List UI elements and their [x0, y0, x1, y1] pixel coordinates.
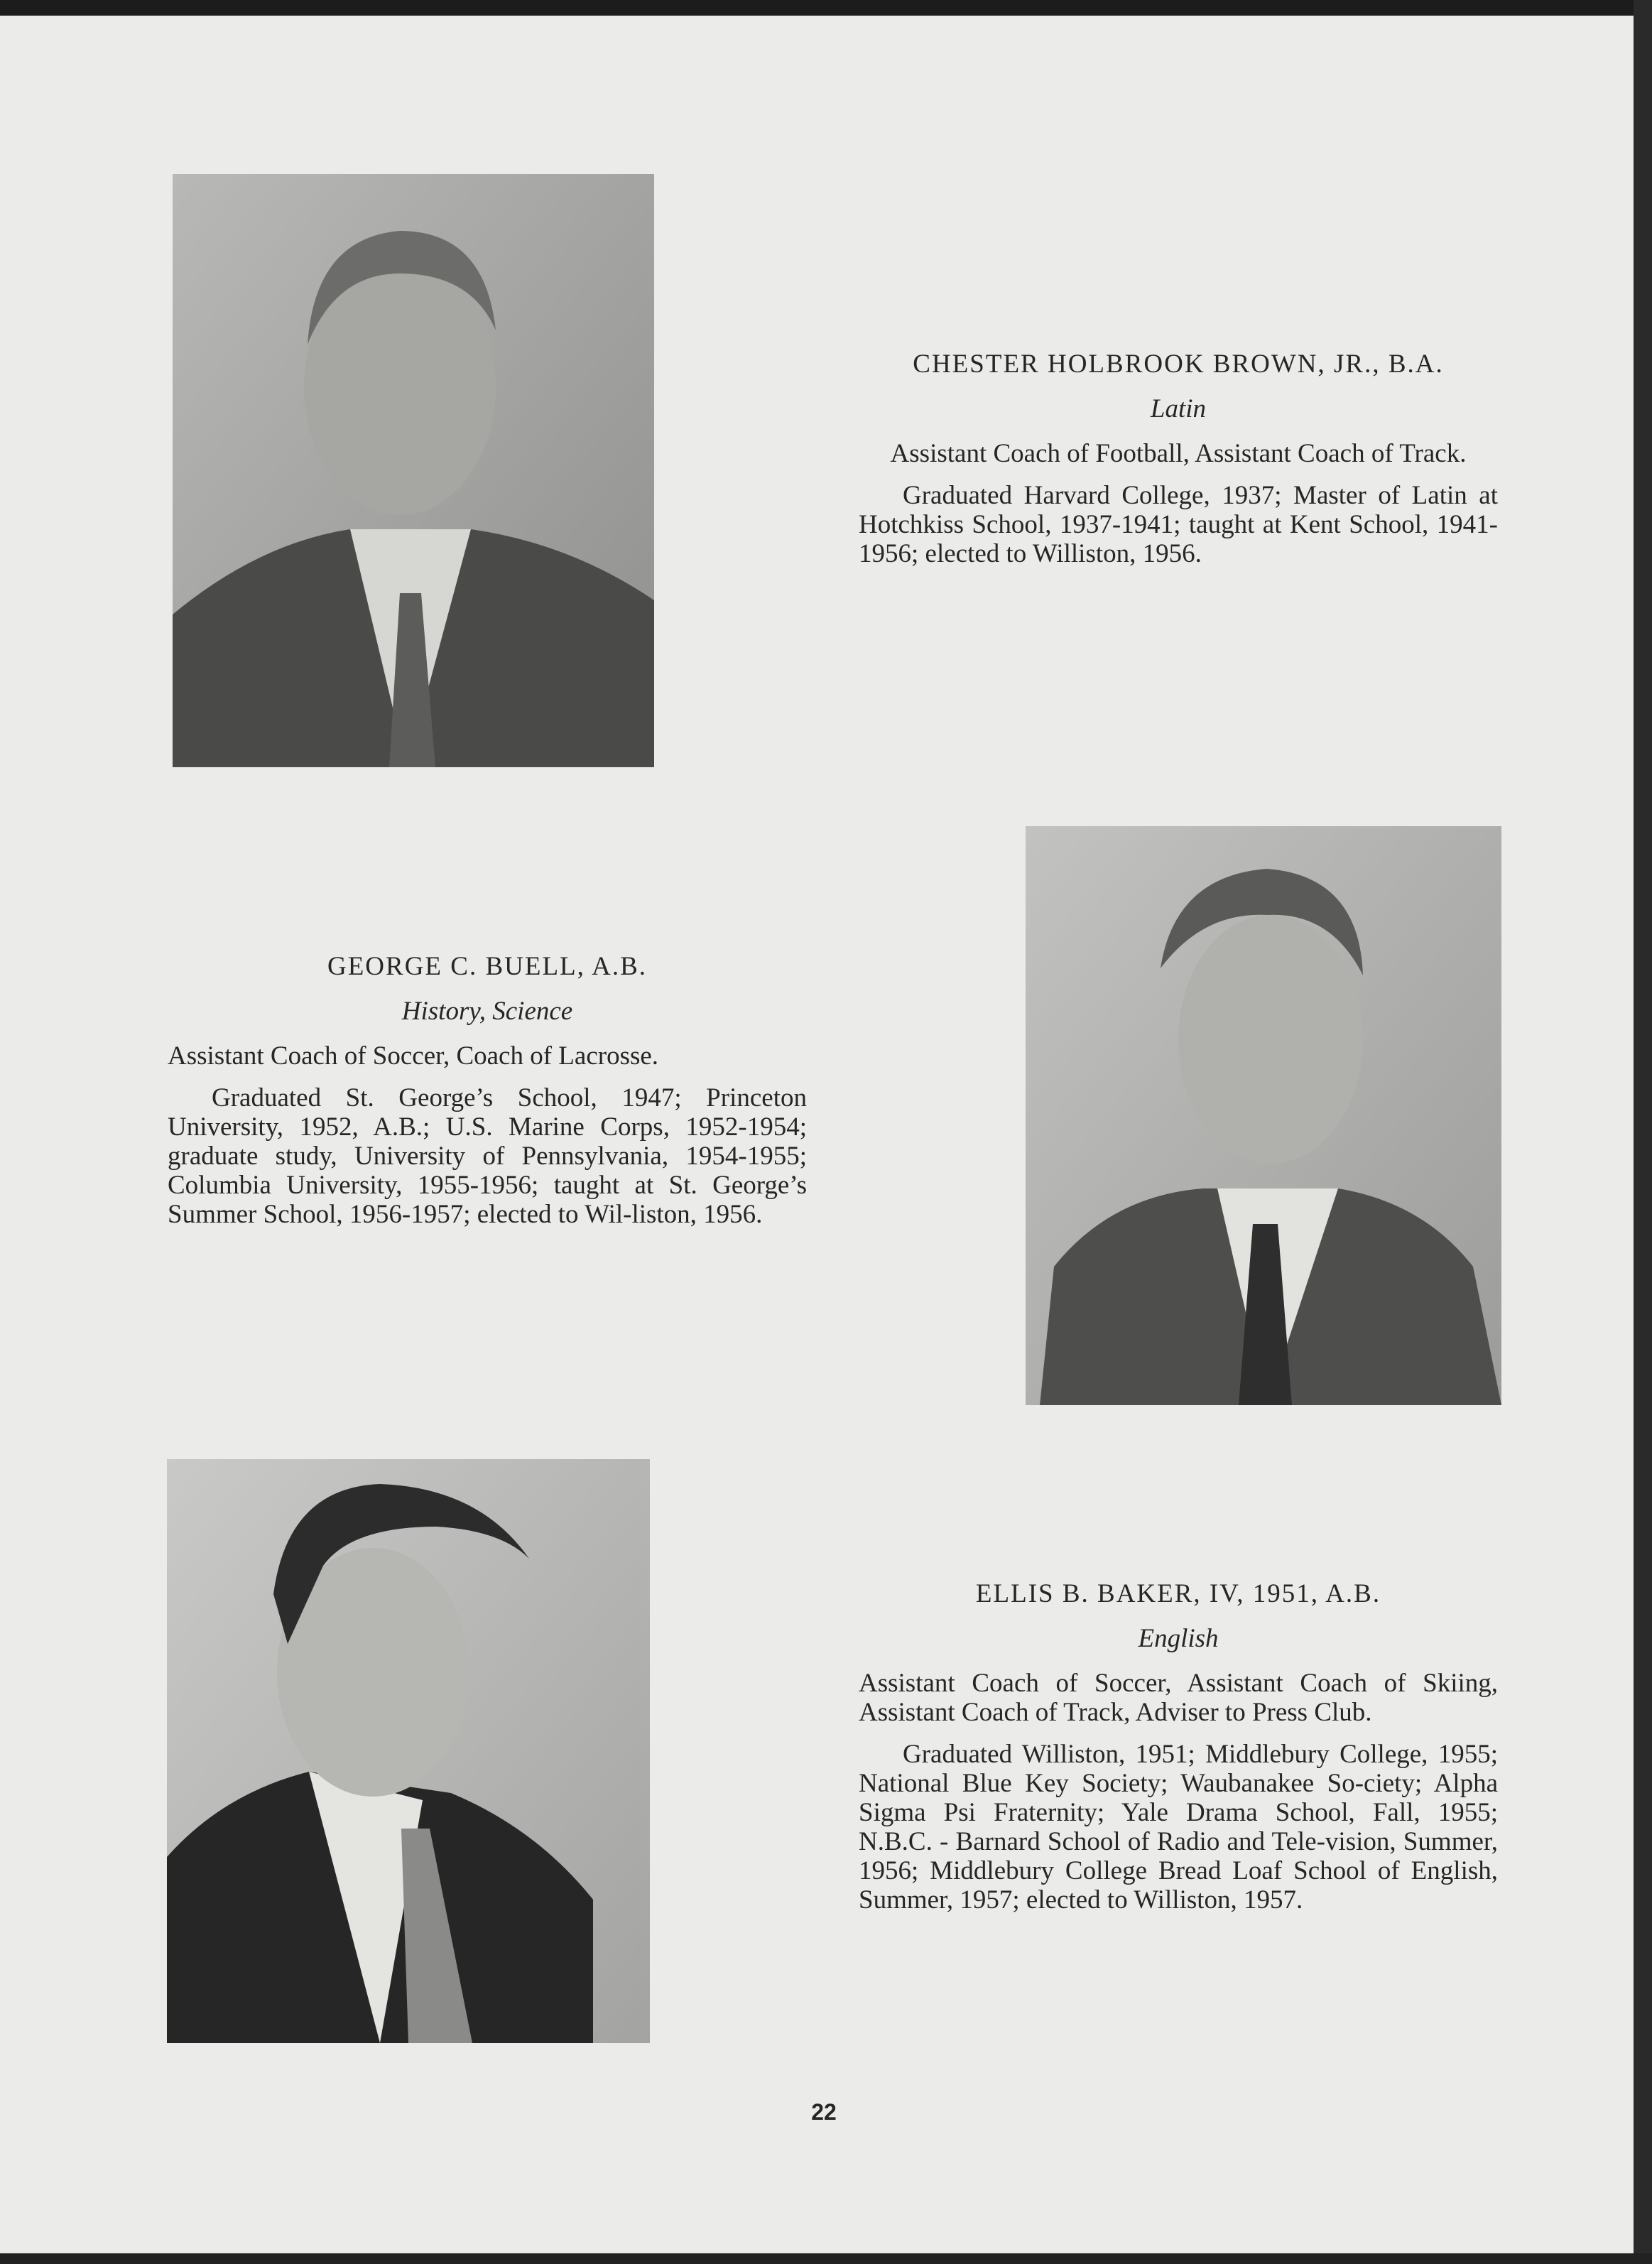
faculty-history: Graduated Williston, 1951; Middlebury College, 1955; National Blue Key Society; Waubanakee So-ciety; Alpha Sigma Psi Fraternity; Yale Drama School, Fall, 1955; N.B.C. - Barnard School of Radio and Tele-vision, Summer, 1956; Middlebury College Bread Loaf School of English, Summer, 1957; elected to Williston, 1957. [859, 1740, 1498, 1914]
faculty-subject: History, Science [401, 997, 573, 1026]
portrait-photo-buell [1026, 826, 1501, 1405]
faculty-entry-baker [859, 1579, 1498, 1914]
faculty-subject: Latin [1150, 394, 1207, 423]
faculty-name: CHESTER HOLBROOK BROWN, JR., B.A. [913, 350, 1444, 379]
scan-edge-right [1634, 0, 1652, 2264]
page-number: 22 [811, 2099, 837, 2125]
faculty-subject: English [1138, 1624, 1219, 1653]
portrait-photo-brown [173, 174, 654, 767]
faculty-history: Graduated Harvard College, 1937; Master of Latin at Hotchkiss School, 1937-1941; taught at Kent School, 1941-1956; elected to Williston, 1956. [859, 481, 1498, 568]
faculty-duties: Assistant Coach of Football, Assistant Coach of Track. [890, 439, 1467, 468]
faculty-history: Graduated St. George’s School, 1947; Princeton University, 1952, A.B.; U.S. Marine Corps, 1952-1954; graduate study, University of Pennsylvania, 1954-1955; Columbia University, 1955-1956; taught at St. George’s Summer School, 1956-1957; elected to Wil-liston, 1956. [168, 1083, 807, 1229]
faculty-duties: Assistant Coach of Soccer, Assistant Coach of Skiing, Assistant Coach of Track, Adviser to Press Club. [859, 1669, 1498, 1727]
scan-edge-bottom [0, 2253, 1652, 2264]
faculty-duties: Assistant Coach of Soccer, Coach of Lacrosse. [168, 1041, 659, 1071]
yearbook-page [0, 16, 1634, 2253]
portrait-photo-baker [167, 1459, 650, 2043]
faculty-entry-buell [168, 952, 807, 1229]
faculty-name: ELLIS B. BAKER, IV, 1951, A.B. [975, 1579, 1381, 1608]
faculty-entry-brown [859, 350, 1498, 568]
faculty-name: GEORGE C. BUELL, A.B. [327, 952, 648, 981]
